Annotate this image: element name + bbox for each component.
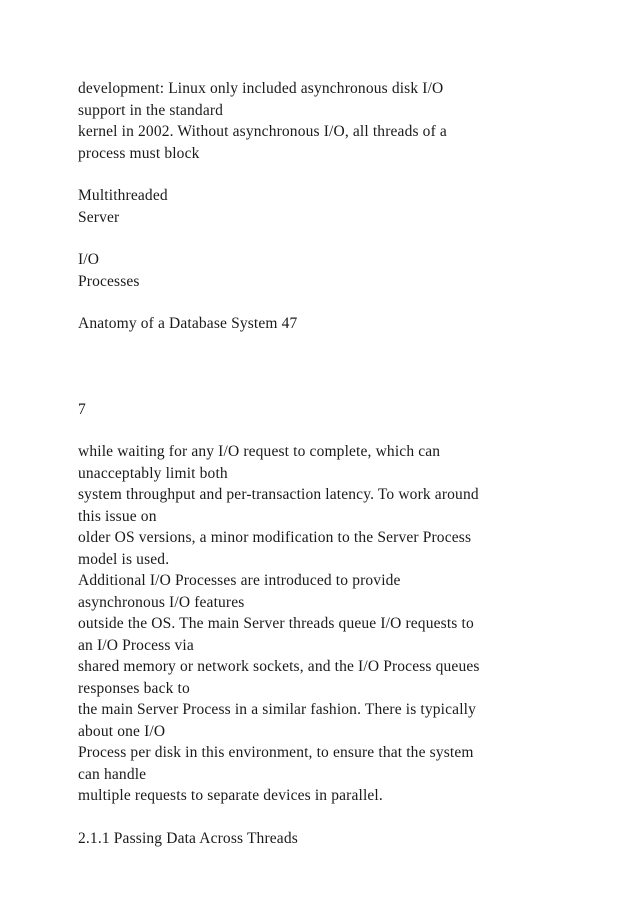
blank-space — [78, 356, 618, 399]
text-line: the main Server Process in a similar fashion. There is typically — [78, 701, 477, 718]
text-line: process must block — [78, 144, 200, 162]
text-line: Processes — [78, 272, 140, 290]
text-line: about one I/O — [78, 722, 166, 740]
text-line: kernel in 2002. Without asynchronous I/O, all threads of a — [78, 123, 447, 140]
text-line: Server — [78, 208, 120, 226]
text-line: 7 — [78, 400, 86, 418]
text-line: an I/O Process via — [78, 636, 194, 654]
page-number — [78, 399, 618, 421]
text-line: this issue on — [78, 507, 157, 525]
label-io-processes — [78, 249, 618, 292]
text-line: system throughput and per-transaction latency. To work around — [78, 486, 479, 503]
text-line: asynchronous I/O features — [78, 593, 245, 611]
text-line: Additional I/O Processes are introduced to provide — [78, 572, 401, 589]
text-line: responses back to — [78, 679, 190, 697]
text-line: Multithreaded — [78, 187, 168, 204]
text-line: outside the OS. The main Server threads queue I/O requests to — [78, 615, 474, 632]
section-heading — [78, 828, 618, 850]
text-line: I/O — [78, 251, 100, 268]
document-page — [78, 78, 618, 870]
text-line: development: Linux only included asynchronous disk I/O — [78, 80, 444, 97]
text-line: unacceptably limit both — [78, 464, 228, 482]
text-line: shared memory or network sockets, and the I/O Process queues — [78, 658, 480, 675]
text-line: Process per disk in this environment, to ensure that the system — [78, 744, 474, 761]
text-line: support in the standard — [78, 101, 224, 119]
body-paragraph — [78, 441, 618, 807]
text-line: Anatomy of a Database System 47 — [78, 315, 298, 332]
text-line: 2.1.1 Passing Data Across Threads — [78, 829, 298, 847]
page-footer — [78, 313, 618, 335]
text-line: while waiting for any I/O request to complete, which can — [78, 443, 441, 460]
label-multithreaded-server — [78, 185, 618, 228]
intro-paragraph — [78, 78, 618, 164]
text-line: can handle — [78, 765, 147, 783]
text-line: model is used. — [78, 550, 170, 568]
text-line: multiple requests to separate devices in parallel. — [78, 787, 383, 804]
text-line: older OS versions, a minor modification to the Server Process — [78, 529, 472, 546]
